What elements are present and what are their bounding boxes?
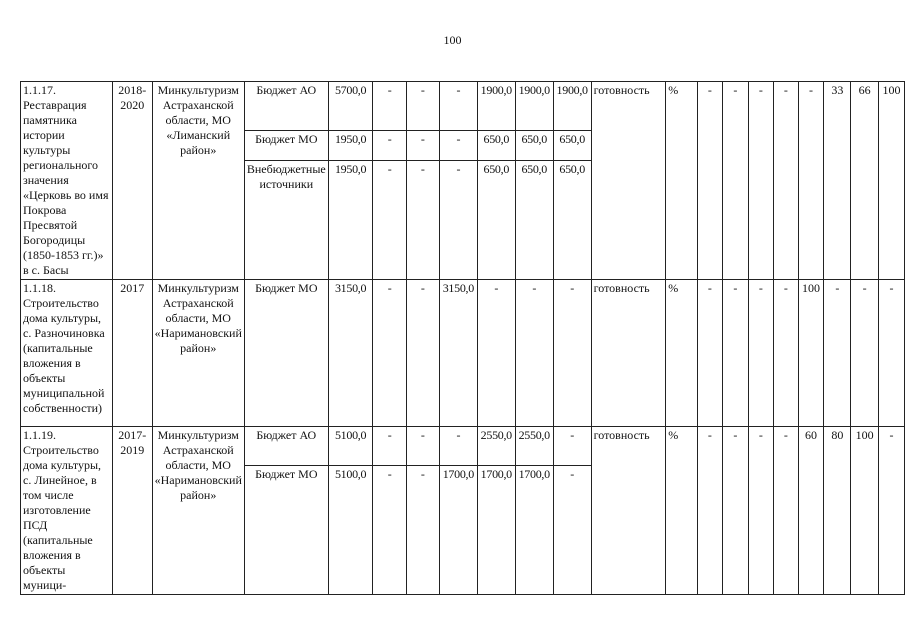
activity-name: 1.1.19. Строительство дома культуры, с. Линейное, в том числе изготовление ПСД (капитальные вложения в объекты муници-	[21, 427, 113, 595]
table-row	[21, 427, 905, 466]
indicator: готовность	[591, 82, 666, 280]
amount-year: -	[439, 82, 477, 131]
amount-year: -	[406, 280, 439, 427]
target-value: -	[748, 280, 773, 427]
funding-source: Бюджет МО	[244, 466, 328, 595]
amount-year: 1900,0	[477, 82, 515, 131]
amount-year: -	[477, 280, 515, 427]
funding-source: Бюджет АО	[244, 427, 328, 466]
target-value: -	[851, 280, 879, 427]
amount-year: -	[406, 160, 439, 279]
amount-year: 1700,0	[515, 466, 553, 595]
page-number: 100	[443, 33, 462, 47]
amount-total: 1950,0	[328, 160, 373, 279]
amount-year: -	[553, 427, 591, 466]
target-value: -	[697, 82, 722, 280]
amount-year: 650,0	[515, 130, 553, 160]
amount-year: -	[373, 427, 406, 466]
amount-year: 1700,0	[477, 466, 515, 595]
activity-name: 1.1.18. Строительство дома культуры, с. Разночиновка (капитальные вложения в объекты муниципальной собственности)	[21, 280, 113, 427]
target-value: 80	[824, 427, 851, 595]
amount-year: -	[553, 466, 591, 595]
target-value: -	[723, 427, 748, 595]
target-value: -	[748, 82, 773, 280]
amount-year: -	[406, 427, 439, 466]
amount-year: 2550,0	[477, 427, 515, 466]
amount-year: -	[439, 130, 477, 160]
target-value: -	[824, 280, 851, 427]
target-value: 66	[851, 82, 879, 280]
period: 2017-2019	[112, 427, 152, 595]
amount-year: -	[406, 466, 439, 595]
amount-year: 1900,0	[553, 82, 591, 131]
funding-source: Бюджет АО	[244, 82, 328, 131]
target-value: 100	[879, 82, 905, 280]
funding-source: Внебюджетные источники	[244, 160, 328, 279]
target-value: -	[697, 280, 722, 427]
target-value: -	[723, 82, 748, 280]
target-value: -	[697, 427, 722, 595]
program-table	[20, 81, 905, 595]
executor: Минкультуризм Астраханской области, МО «Наримановский район»	[152, 427, 244, 595]
amount-year: -	[406, 82, 439, 131]
target-value: 100	[798, 280, 824, 427]
amount-year: -	[373, 160, 406, 279]
amount-year: -	[373, 466, 406, 595]
amount-year: 2550,0	[515, 427, 553, 466]
target-value: -	[774, 82, 799, 280]
target-value: 100	[851, 427, 879, 595]
target-value: -	[879, 427, 905, 595]
table-row	[21, 82, 905, 131]
amount-year: -	[553, 280, 591, 427]
target-value: -	[748, 427, 773, 595]
amount-year: -	[373, 280, 406, 427]
amount-year: 3150,0	[439, 280, 477, 427]
amount-year: 650,0	[477, 160, 515, 279]
amount-total: 5100,0	[328, 427, 373, 466]
indicator: готовность	[591, 427, 666, 595]
target-value: -	[774, 427, 799, 595]
target-value: -	[798, 82, 824, 280]
amount-total: 5100,0	[328, 466, 373, 595]
amount-year: 650,0	[553, 160, 591, 279]
amount-total: 5700,0	[328, 82, 373, 131]
amount-year: -	[373, 82, 406, 131]
target-value: -	[774, 280, 799, 427]
target-value: -	[879, 280, 905, 427]
table-row	[21, 280, 905, 427]
unit: %	[666, 82, 697, 280]
amount-year: -	[439, 160, 477, 279]
amount-year: 1900,0	[515, 82, 553, 131]
indicator: готовность	[591, 280, 666, 427]
amount-year: 650,0	[553, 130, 591, 160]
executor: Минкультуризм Астраханской области, МО «Наримановский район»	[152, 280, 244, 427]
executor: Минкультуризм Астраханской области, МО «Лиманский район»	[152, 82, 244, 280]
amount-year: 650,0	[477, 130, 515, 160]
target-value: 33	[824, 82, 851, 280]
unit: %	[666, 427, 697, 595]
activity-name: 1.1.17. Реставрация памятника истории культуры регионального значения «Церковь во имя Покрова Пресвятой Богородицы (1850-1853 гг.)» в с. Басы	[21, 82, 113, 280]
period: 2018-2020	[112, 82, 152, 280]
amount-year: -	[439, 427, 477, 466]
target-value: -	[723, 280, 748, 427]
amount-year: 650,0	[515, 160, 553, 279]
unit: %	[666, 280, 697, 427]
amount-year: -	[373, 130, 406, 160]
amount-year: 1700,0	[439, 466, 477, 595]
funding-source: Бюджет МО	[244, 130, 328, 160]
period: 2017	[112, 280, 152, 427]
target-value: 60	[798, 427, 824, 595]
amount-total: 3150,0	[328, 280, 373, 427]
amount-year: -	[406, 130, 439, 160]
funding-source: Бюджет МО	[244, 280, 328, 427]
amount-total: 1950,0	[328, 130, 373, 160]
amount-year: -	[515, 280, 553, 427]
